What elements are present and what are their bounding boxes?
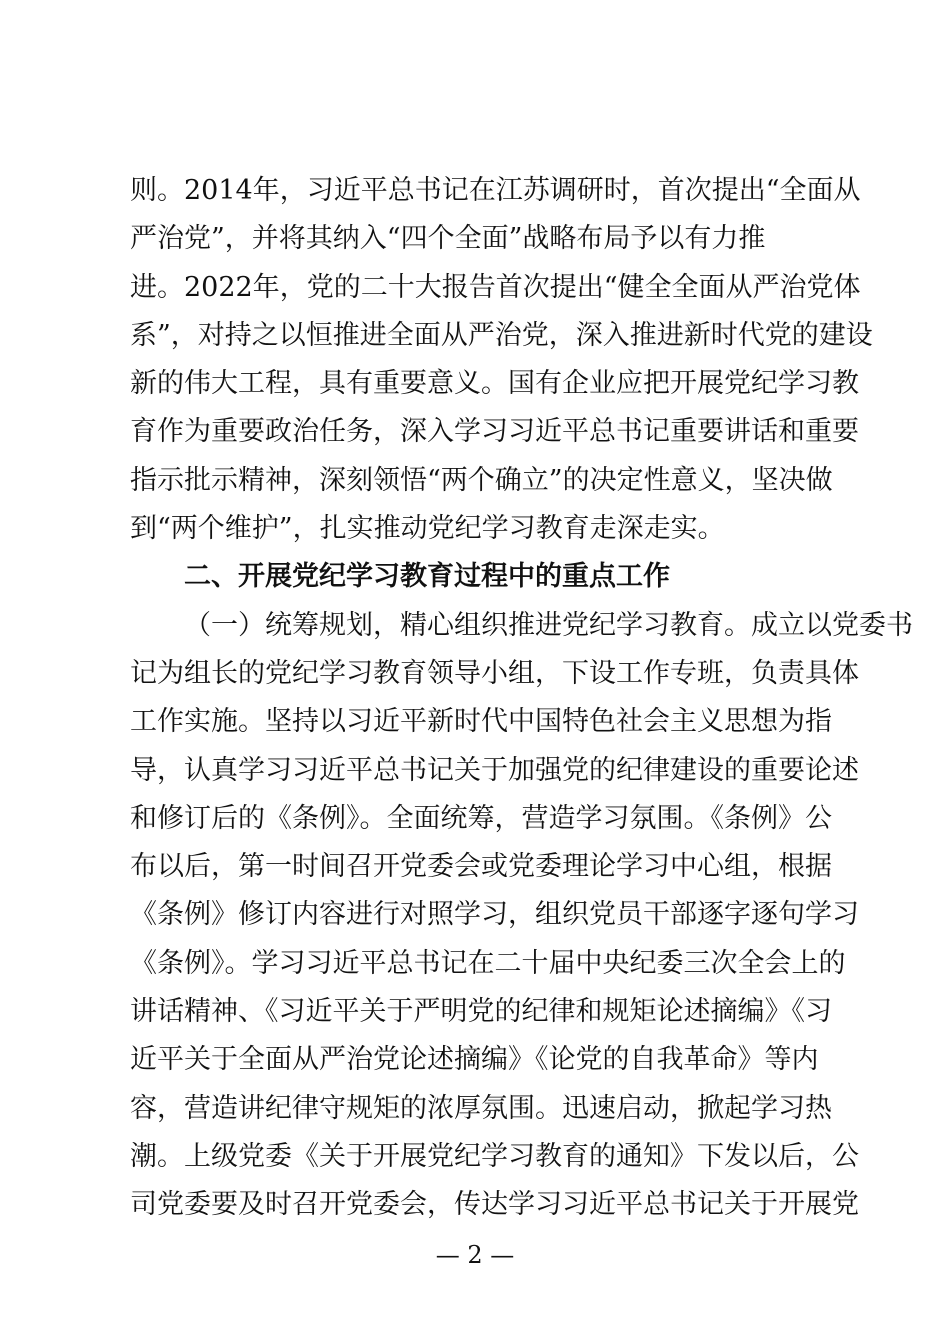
text-line: 到“两个维护”，扎实推动党纪学习教育走深走实。	[130, 513, 725, 545]
text-line: 记为组长的党纪学习教育领导小组，下设工作专班，负责具体	[130, 657, 859, 689]
body-text	[130, 167, 913, 1230]
page-number: — 2 —	[435, 1241, 515, 1269]
text-line: 导，认真学习习近平总书记关于加强党的纪律建设的重要论述	[130, 754, 859, 786]
text-line: 布以后，第一时间召开党委会或党委理论学习中心组，根据	[130, 851, 832, 883]
text-line: 近平关于全面从严治党论述摘编》《论党的自我革命》等内	[130, 1044, 819, 1076]
text-line: 讲话精神、《习近平关于严明党的纪律和规矩论述摘编》《习	[130, 996, 832, 1028]
text-line: 容，营造讲纪律守规矩的浓厚氛围。迅速启动，掀起学习热	[130, 1092, 832, 1124]
text-line: 《条例》修订内容进行对照学习，组织党员干部逐字逐句学习	[130, 899, 859, 931]
subsection-first-line: （一）统筹规划，精心组织推进党纪学习教育。成立以党委书	[184, 609, 913, 641]
text-line: 育作为重要政治任务，深入学习习近平总书记重要讲话和重要	[130, 416, 859, 448]
section-heading: 二、开展党纪学习教育过程中的重点工作	[184, 561, 670, 593]
text-line: 司党委要及时召开党委会，传达学习习近平总书记关于开展党	[130, 1189, 859, 1221]
text-line: 则。2014年，习近平总书记在江苏调研时，首次提出“全面从	[130, 175, 861, 206]
text-line: 和修订后的《条例》。全面统筹，营造学习氛围。《条例》公	[130, 802, 832, 834]
text-line: 《条例》。学习习近平总书记在二十届中央纪委三次全会上的	[130, 947, 846, 979]
text-line: 系”，对持之以恒推进全面从严治党，深入推进新时代党的建设	[130, 319, 873, 351]
text-line: 潮。上级党委《关于开展党纪学习教育的通知》下发以后，公	[130, 1140, 859, 1172]
text-line: 进。2022年，党的二十大报告首次提出“健全全面从严治党体	[130, 271, 861, 303]
text-line: 新的伟大工程，具有重要意义。国有企业应把开展党纪学习教	[130, 368, 859, 400]
text-line: 严治党”，并将其纳入“四个全面”战略布局予以有力推	[130, 223, 766, 255]
text-line: 工作实施。坚持以习近平新时代中国特色社会主义思想为指	[130, 706, 832, 738]
text-line: 指示批示精神，深刻领悟“两个确立”的决定性意义，坚决做	[130, 464, 833, 496]
